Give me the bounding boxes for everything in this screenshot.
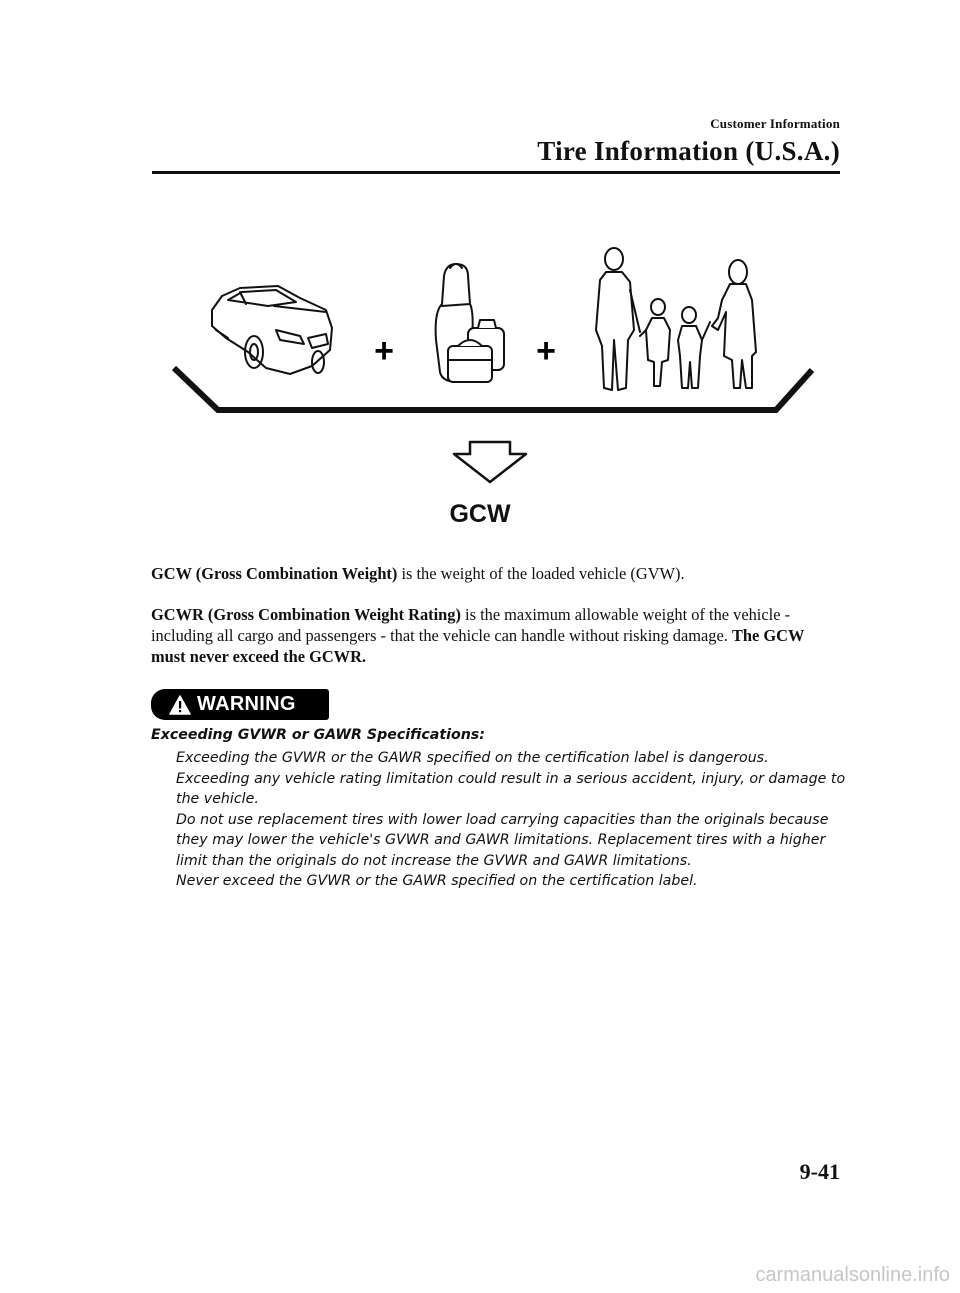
plus-sign-2: +: [536, 332, 556, 370]
gcwr-term: GCWR (Gross Combination Weight Rating): [151, 605, 461, 624]
page-number: 9-41: [799, 1159, 840, 1184]
gcw-result-label: GCW: [449, 500, 511, 528]
warning-body: [176, 748, 846, 892]
watermark: carmanualsonline.info: [755, 1264, 950, 1286]
warning-badge: [151, 689, 329, 720]
page-title: Tire Information (U.S.A.): [537, 136, 840, 166]
warning-line: Exceeding the GVWR or the GAWR specified on the certification label is dangerous. Exceeding any vehicle rating limitation could result in a serious accident, injury, or damage to the vehicle.: [176, 750, 846, 807]
plus-sign-1: +: [374, 332, 394, 370]
warning-line: Never exceed the GVWR or the GAWR specified on the certification label.: [176, 873, 698, 889]
gcwr-emphasis: The GCW must never exceed the GCWR.: [151, 626, 805, 666]
passengers-image: [596, 248, 756, 390]
luggage-image: [436, 264, 504, 382]
gcw-illustration: [0, 0, 960, 560]
gcw-term: GCW (Gross Combination Weight): [151, 564, 398, 583]
warning-heading: Exceeding GVWR or GAWR Specifications:: [151, 727, 485, 743]
gcw-definition: is the weight of the loaded vehicle (GVW).: [397, 564, 685, 583]
car-image: [212, 286, 332, 374]
gcwr-definition-paragraph: [151, 604, 841, 667]
result-arrow-icon: [454, 442, 526, 482]
warning-line: Do not use replacement tires with lower load carrying capacities than the originals because they may lower the vehicle's GVWR and GAWR limitations. Replacement tires with a higher limit than the originals do not increase the GVWR and GAWR limitations.: [176, 811, 829, 869]
warning-badge-label: WARNING: [197, 693, 296, 715]
gcwr-definition: is the maximum allowable weight of the vehicle - including all cargo and passengers - that the vehicle can handle without risking damage.: [151, 605, 791, 645]
gcw-definition-paragraph: [151, 563, 841, 584]
warning-icon: [169, 695, 191, 715]
section-name: Customer Information: [710, 116, 840, 131]
